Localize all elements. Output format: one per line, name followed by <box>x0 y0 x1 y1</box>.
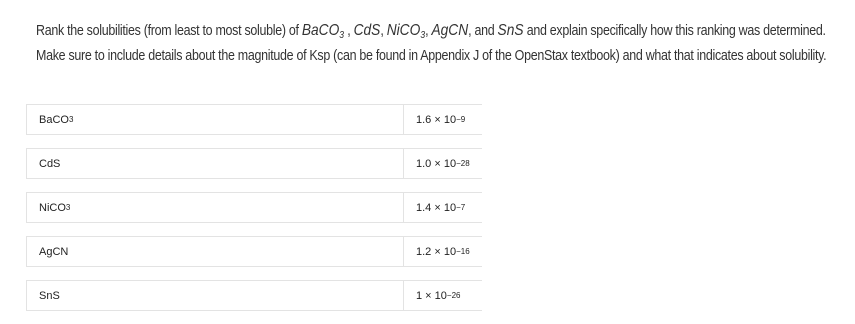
ksp-value-cell: 1.0 × 10 −28 <box>416 157 470 170</box>
formula-cds: CdS <box>353 22 381 39</box>
formula-sns: SnS <box>497 22 524 39</box>
ksp-value-cell: 1.4 × 10 −7 <box>416 201 466 214</box>
compound-cell: AgCN <box>27 237 404 266</box>
separator: , <box>425 23 432 39</box>
table-row <box>26 280 482 311</box>
compound-cell: SnS <box>27 281 404 310</box>
ksp-value-cell: 1.2 × 10 −16 <box>416 245 470 258</box>
compound-cell: BaCO 3 <box>27 105 404 134</box>
ksp-value-cell: 1 × 10 −26 <box>416 289 461 302</box>
table-row <box>26 148 482 179</box>
formula-nico3: NiCO$_3$ <box>386 22 426 41</box>
question-text <box>36 18 844 69</box>
compound-cell: CdS <box>27 149 404 178</box>
table-row <box>26 236 482 267</box>
separator: , and <box>468 23 498 39</box>
ksp-table <box>26 104 482 324</box>
table-row <box>26 192 482 223</box>
table-row <box>26 104 482 135</box>
question-intro: Rank the solubilities (from least to most soluble) of <box>36 23 302 39</box>
compound-cell: NiCO 3 <box>27 193 404 222</box>
ksp-value-cell: 1.6 × 10 −9 <box>416 113 466 126</box>
separator: , <box>344 23 354 39</box>
formula-baco3: BaCO$_3$ <box>301 22 345 41</box>
formula-agcn: AgCN <box>431 22 469 39</box>
question-outro: and explain specifically how this ranking was determined. Make sure to include details about the magnitude of Ksp (can be found in Appendix J of the OpenStax textbook) and what that indicates about solubility. <box>36 23 827 64</box>
separator: , <box>380 23 387 39</box>
